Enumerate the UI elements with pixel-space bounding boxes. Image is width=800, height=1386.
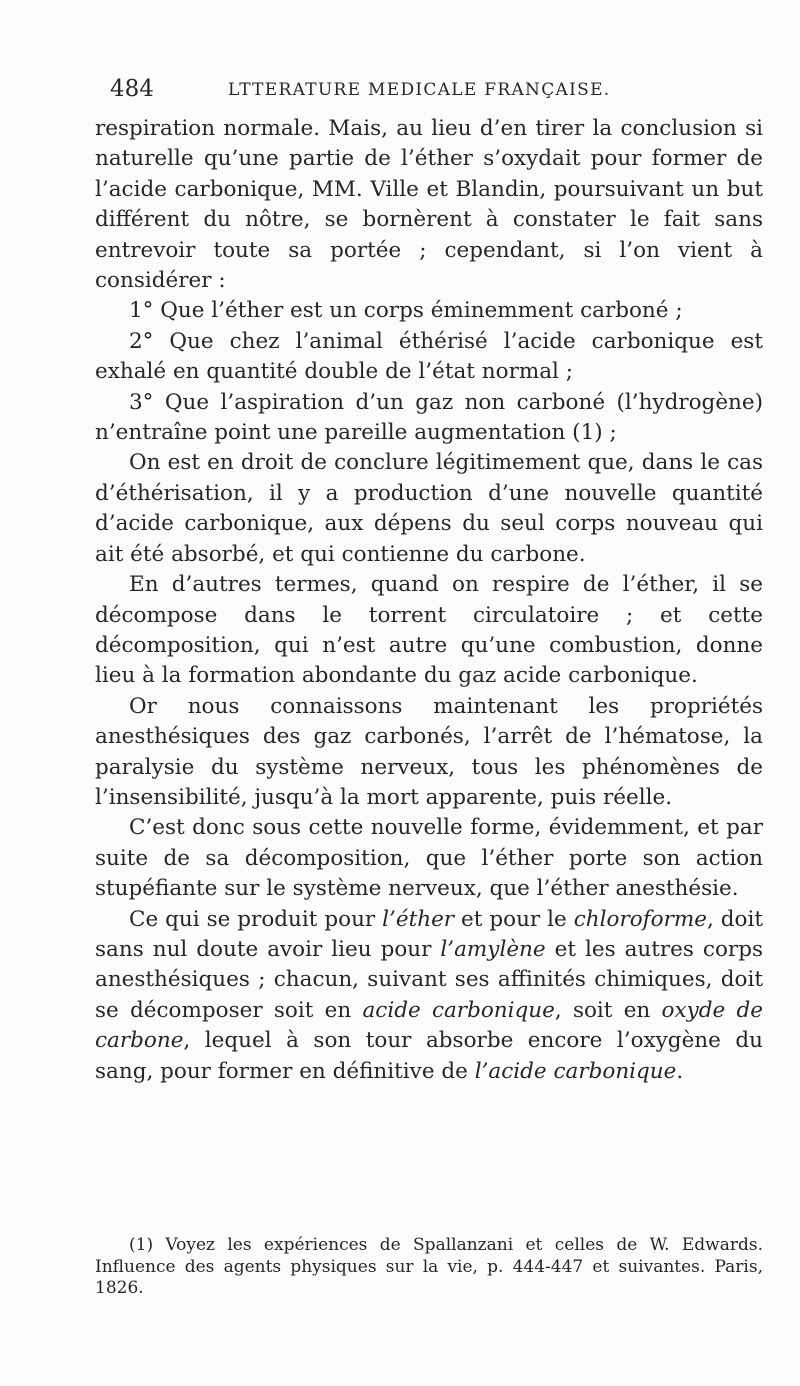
- italic-term-ether: l’éther: [382, 906, 455, 932]
- page-number: 484: [110, 76, 154, 102]
- text-run: , lequel à son tour absorbe encore l’oxygène du sang, pour former en définitive de: [95, 1028, 763, 1084]
- paragraph-respiration: respiration normale. Mais, au lieu d’en tirer la conclusion si naturelle qu’une partie de l’éther s’oxydait pour former de l’acide carbonique, MM. Ville et Blandin, poursuivant un but différent du nôtre, se bornèrent à constater le fait sans entrevoir toute sa portée ; cependant, si l’on vient à considérer :: [95, 116, 763, 294]
- body-text: [95, 114, 763, 1087]
- text-run: .: [676, 1058, 684, 1084]
- italic-term-chloroforme: chloroforme: [573, 906, 707, 932]
- italic-term-amylene: l’amylène: [440, 936, 546, 962]
- list-item-1: 1° Que l’éther est un corps éminemment carboné ;: [129, 298, 683, 324]
- text-run: et les autres corps anesthésiques ; chacun, suivant ses affinités chimiques, doit se décomposer soit en: [95, 936, 763, 1023]
- paragraph-action: C’est donc sous cette nouvelle forme, évidemment, et par suite de sa décomposition, que l’éther porte son action stupéfiante sur le système nerveux, que l’éther anesthésie.: [95, 815, 763, 902]
- paragraph-decomposition: En d’autres termes, quand on respire de l’éther, il se décompose dans le torrent circulatoire ; et cette décomposition, qui n’est autre qu’une combustion, donne lieu à la formation abondante du gaz acide carbonique.: [95, 572, 763, 689]
- italic-term-acide-carbonique: acide carbonique: [362, 997, 555, 1023]
- italic-term-acide-carbonique-final: l’acide carbonique: [474, 1058, 677, 1084]
- footnote: [95, 1235, 763, 1300]
- text-run: , soit en: [554, 997, 662, 1023]
- paragraph-properties: Or nous connaissons maintenant les propriétés anesthésiques des gaz carbonés, l’arrêt de l’hématose, la paralysie du système nerveux, tous les phénomènes de l’insensibilité, jusqu’à la mort apparente, puis réelle.: [95, 693, 763, 810]
- paragraph-anesthetics: [95, 905, 763, 1087]
- text-run: Ce qui se produit pour: [129, 906, 383, 932]
- running-head: LTTERATURE MEDICALE FRANÇAISE.: [228, 80, 611, 100]
- page-header: [110, 76, 690, 116]
- list-item-3: 3° Que l’aspiration d’un gaz non carboné (l’hydrogène) n’entraîne point une pareille augmentation (1) ;: [95, 389, 763, 446]
- footnote-text: (1) Voyez les expériences de Spallanzani et celles de W. Edwards. Influence des agents physiques sur la vie, p. 444-447 et suivantes. Paris, 1826.: [95, 1235, 763, 1298]
- text-run: , doit sans nul doute avoir lieu pour: [95, 906, 763, 962]
- list-item-2: 2° Que chez l’animal éthérisé l’acide carbonique est exhalé en quantité double de l’état normal ;: [95, 328, 763, 385]
- text-run: et pour le: [454, 906, 574, 932]
- paragraph-conclusion: On est en droit de conclure légitimement que, dans le cas d’éthérisation, il y a production d’une nouvelle quantité d’acide carbonique, aux dépens du seul corps nouveau qui ait été absorbé, et qui contienne du carbone.: [95, 450, 763, 567]
- italic-term-oxyde-de-carbone: oxyde de carbone: [95, 997, 763, 1054]
